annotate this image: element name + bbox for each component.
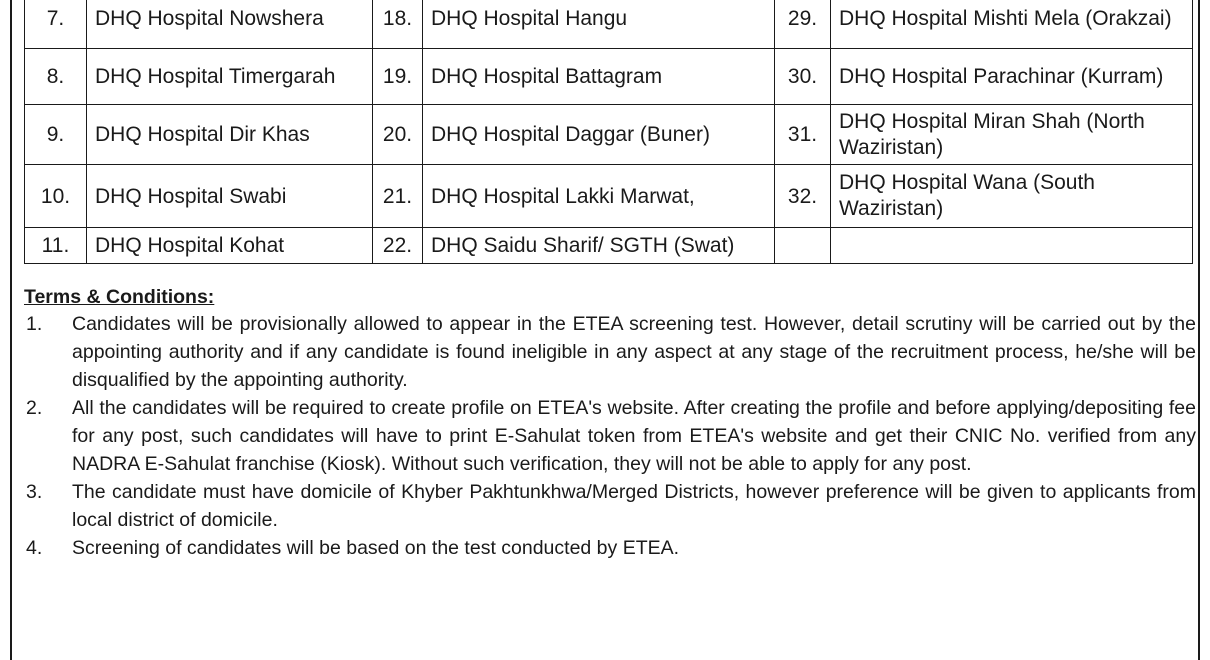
serial-number: 29. [775,0,831,49]
hospital-name [831,228,1193,264]
serial-number: 30. [775,49,831,105]
term-text: Candidates will be provisionally allowed to appear in the ETEA screening test. However, detail scrutiny will be carried out by the appointing authority and if any candidate is found ineligible in any aspect at any stage of the recruitment process, he/she will be disqualified by the appointing authority. [72,313,1196,391]
hospital-name: DHQ Hospital Mishti Mela (Orakzai) [831,0,1193,49]
hospital-name: DHQ Hospital Swabi [87,165,373,228]
terms-heading: Terms & Conditions: [24,286,215,308]
term-number: 3. [26,481,43,503]
hospital-name: DHQ Hospital Nowshera [87,0,373,49]
hospital-name: DHQ Saidu Sharif/ SGTH (Swat) [423,228,775,264]
hospital-name: DHQ Hospital Dir Khas [87,105,373,165]
term-number: 2. [26,397,43,419]
term-number: 4. [26,537,43,559]
hospital-name: DHQ Hospital Timergarah [87,49,373,105]
term-item [24,310,1196,394]
serial-number: 19. [373,49,423,105]
table-row [25,105,1193,165]
table-row [25,228,1193,264]
hospital-name: DHQ Hospital Lakki Marwat, [423,165,775,228]
hospital-name: DHQ Hospital Wana (South Waziristan) [831,165,1193,228]
term-text: Screening of candidates will be based on the test conducted by ETEA. [72,537,680,559]
serial-number: 11. [25,228,87,264]
serial-number: 18. [373,0,423,49]
hospital-name: DHQ Hospital Daggar (Buner) [423,105,775,165]
term-item [24,534,1196,562]
terms-section [24,285,1196,562]
term-number: 1. [26,313,43,335]
term-text: The candidate must have domicile of Khyber Pakhtunkhwa/Merged Districts, however preference will be given to applicants from local district of domicile. [72,481,1196,531]
table-row [25,49,1193,105]
hospital-name: DHQ Hospital Miran Shah (North Waziristan) [831,105,1193,165]
serial-number: 32. [775,165,831,228]
hospital-name: DHQ Hospital Parachinar (Kurram) [831,49,1193,105]
serial-number: 9. [25,105,87,165]
serial-number: 7. [25,0,87,49]
serial-number: 20. [373,105,423,165]
table-row [25,165,1193,228]
serial-number: 21. [373,165,423,228]
hospital-table [24,0,1193,264]
serial-number: 8. [25,49,87,105]
table-row [25,0,1193,49]
serial-number [775,228,831,264]
hospital-name: DHQ Hospital Hangu [423,0,775,49]
hospital-name: DHQ Hospital Battagram [423,49,775,105]
serial-number: 10. [25,165,87,228]
term-item [24,478,1196,534]
term-item [24,394,1196,478]
serial-number: 22. [373,228,423,264]
serial-number: 31. [775,105,831,165]
term-text: All the candidates will be required to create profile on ETEA's website. After creating the profile and before applying/depositing fee for any post, such candidates will have to print E-Sahulat token from ETEA's website and get their CNIC No. verified from any NADRA E-Sahulat franchise (Kiosk). Without such verification, they will not be able to apply for any post. [72,397,1196,475]
hospital-name: DHQ Hospital Kohat [87,228,373,264]
